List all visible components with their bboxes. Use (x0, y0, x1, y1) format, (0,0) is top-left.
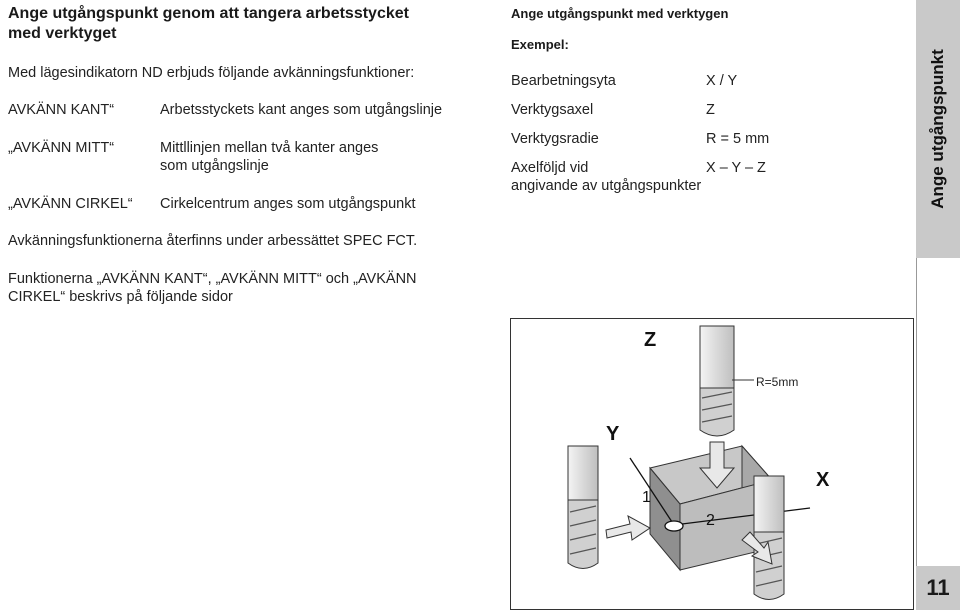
function-name-cirkel: „AVKÄNN CIRKEL“ (8, 196, 133, 212)
example-label: Exempel: (511, 37, 569, 52)
function-desc-kant: Arbetsstyckets kant anges som utgångslinje (160, 102, 443, 118)
note-text: Avkänningsfunktionerna återfinns under arbessättet SPEC FCT. (8, 233, 418, 249)
label-point-2: 2 (706, 512, 715, 529)
row-value-foljd: X – Y – Z (706, 160, 766, 176)
tool-left-icon (568, 446, 598, 569)
label-radius: R=5mm (756, 375, 799, 389)
row-value-axel: Z (706, 102, 715, 118)
function-desc-mitt-2: som utgångslinje (160, 158, 269, 174)
label-x: X (816, 469, 830, 491)
side-rule (916, 258, 917, 566)
probing-figure (510, 318, 914, 610)
label-point-1: 1 (642, 489, 651, 506)
tool-top-icon (700, 326, 734, 436)
paragraph-line-1: Funktionerna „AVKÄNN KANT“, „AVKÄNN MITT“ och „AVKÄNN (8, 271, 417, 287)
function-name-mitt: „AVKÄNN MITT“ (8, 140, 115, 156)
function-name-kant: AVKÄNN KANT“ (8, 102, 115, 118)
label-y: Y (606, 423, 620, 445)
origin-marker (665, 521, 683, 531)
tool-right-icon (754, 476, 784, 600)
row-label-yta: Bearbetningsyta (511, 73, 616, 89)
function-desc-cirkel: Cirkelcentrum anges som utgångspunkt (160, 196, 416, 212)
intro-text: Med lägesindikatorn ND erbjuds följande avkänningsfunktioner: (8, 65, 415, 81)
right-heading: Ange utgångspunkt med verktygen (511, 6, 729, 21)
section-side-tab (916, 0, 960, 258)
function-desc-mitt-1: Mittllinjen mellan två kanter anges (160, 140, 379, 156)
row-label-foljd: Axelföljd vid (511, 160, 589, 176)
row-value-radie: R = 5 mm (706, 131, 770, 147)
paragraph-line-2: CIRKEL“ beskrivs på följande sidor (8, 289, 233, 305)
row-label-axel: Verktygsaxel (511, 102, 594, 118)
row-extra: angivande av utgångspunkter (511, 178, 702, 194)
page-number: 11 (916, 566, 960, 610)
title-line-1: Ange utgångspunkt genom att tangera arbetsstycket (8, 5, 409, 22)
label-z: Z (644, 329, 657, 351)
row-label-radie: Verktygsradie (511, 131, 599, 147)
side-tab-label: Ange utgångspunkt (928, 49, 948, 209)
title-line-2: med verktyget (8, 25, 117, 42)
row-value-yta: X / Y (706, 73, 738, 89)
